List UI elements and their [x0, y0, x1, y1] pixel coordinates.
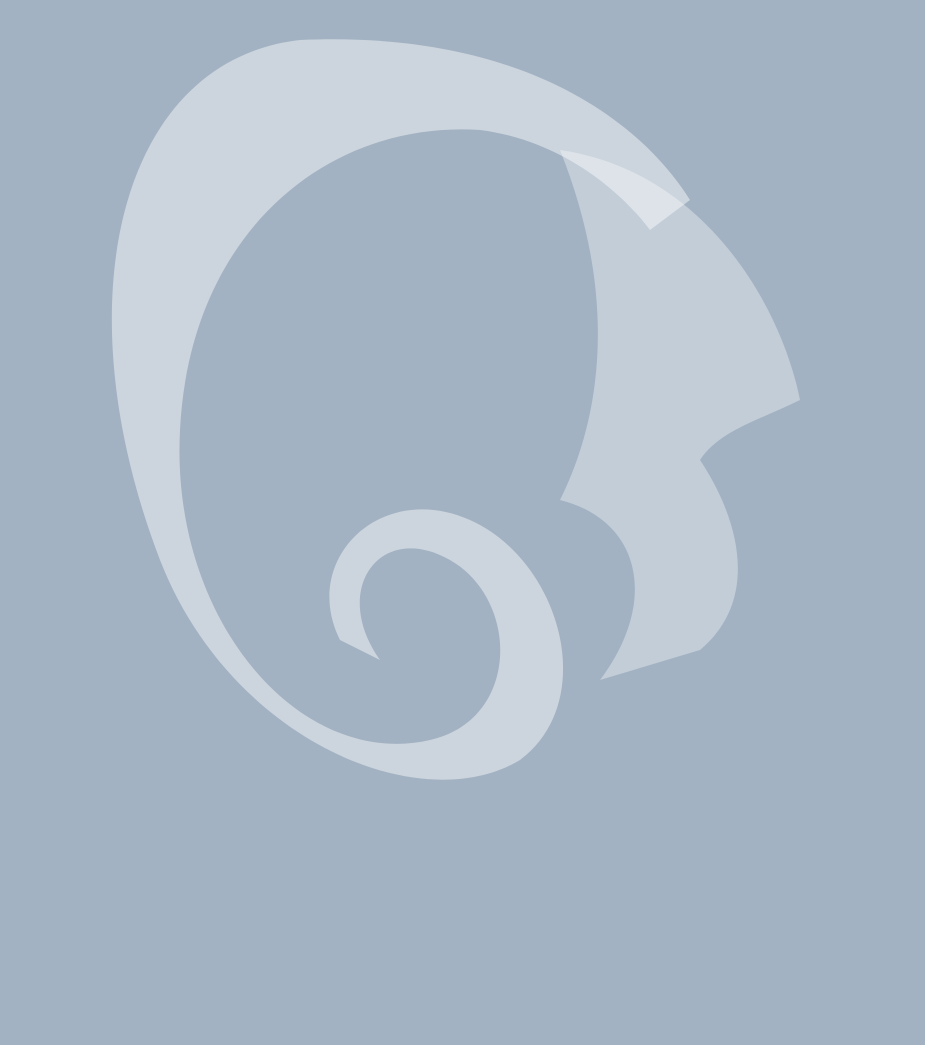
terpene-table — [7, 7, 911, 979]
